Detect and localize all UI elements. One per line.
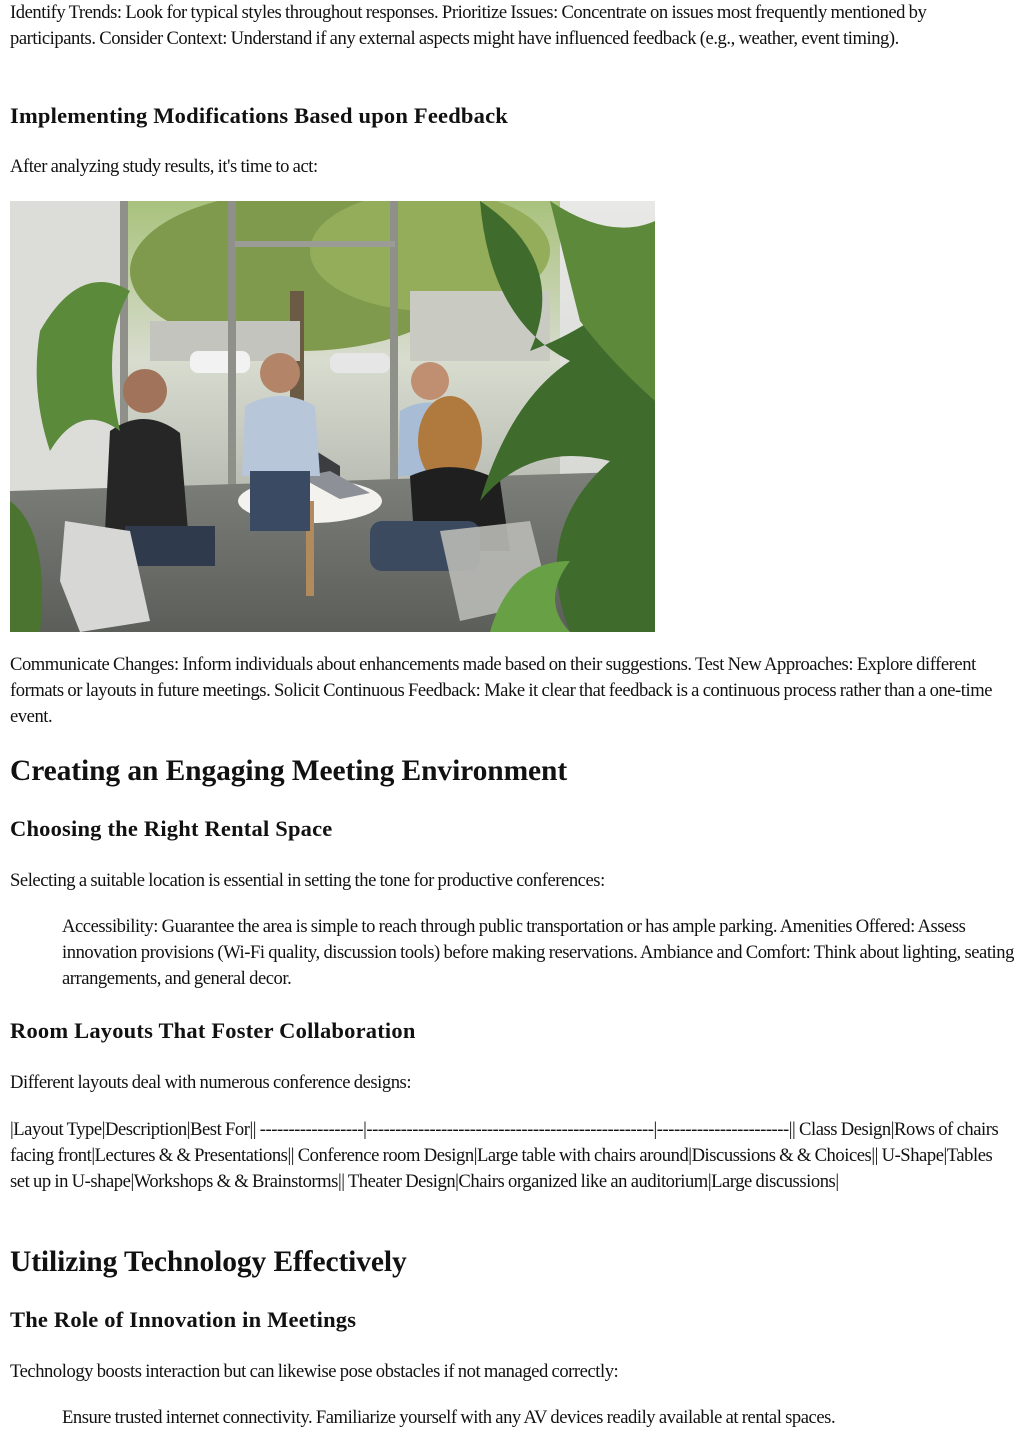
- engaging-heading: Creating an Engaging Meeting Environment: [10, 755, 568, 787]
- rental-heading: Choosing the Right Rental Space: [10, 816, 333, 841]
- meeting-photo: [10, 201, 655, 632]
- intro-paragraph: Identify Trends: Look for typical styles throughout responses. Prioritize Issues: Concentrate on issues most frequently mentioned by participants. Consider Context: Understand if any external aspects might have influenced feedback (e.g., weather, event timing).: [10, 2, 927, 49]
- layouts-table-text: |Layout Type|Description|Best For|| ------------------|--------------------------------------------------|-----------------------|| Class Design|Rows of chairs facing front|Lectures & & Presentations|| Conference room Design|Large table with chairs around|Discussions & & Choices|| U-Shape|Tables set up in U-shape|Workshops & & Brainstorms|| Theater Design|Chairs organized like an auditorium|Large discussions|: [10, 1119, 999, 1192]
- role-lead: Technology boosts interaction but can likewise pose obstacles if not managed correctly:: [10, 1361, 619, 1382]
- role-quote: Ensure trusted internet connectivity. Familiarize yourself with any AV devices readily available at rental spaces.: [62, 1407, 836, 1428]
- layouts-lead: Different layouts deal with numerous conference designs:: [10, 1072, 412, 1093]
- implementing-heading: Implementing Modifications Based upon Feedback: [10, 103, 508, 128]
- technology-heading: Utilizing Technology Effectively: [10, 1246, 407, 1278]
- implementing-lead: After analyzing study results, it's time to act:: [10, 156, 318, 177]
- meeting-photo-icon: [10, 201, 655, 632]
- rental-quote: Accessibility: Guarantee the area is simple to reach through public transportation or has ample parking. Amenities Offered: Assess innovation provisions (Wi-Fi quality, discussion tools) before making reservations. Ambiance and Comfort: Think about lighting, seating arrangements, and general decor.: [62, 916, 1014, 989]
- implementing-body: Communicate Changes: Inform individuals about enhancements made based on their suggestions. Test New Approaches: Explore different formats or layouts in future meetings. Solicit Continuous Feedback: Make it clear that feedback is a continuous process rather than a one-time event.: [10, 654, 993, 727]
- layouts-heading: Room Layouts That Foster Collaboration: [10, 1018, 416, 1043]
- role-heading: The Role of Innovation in Meetings: [10, 1307, 357, 1332]
- rental-lead: Selecting a suitable location is essential in setting the tone for productive conferences:: [10, 870, 605, 891]
